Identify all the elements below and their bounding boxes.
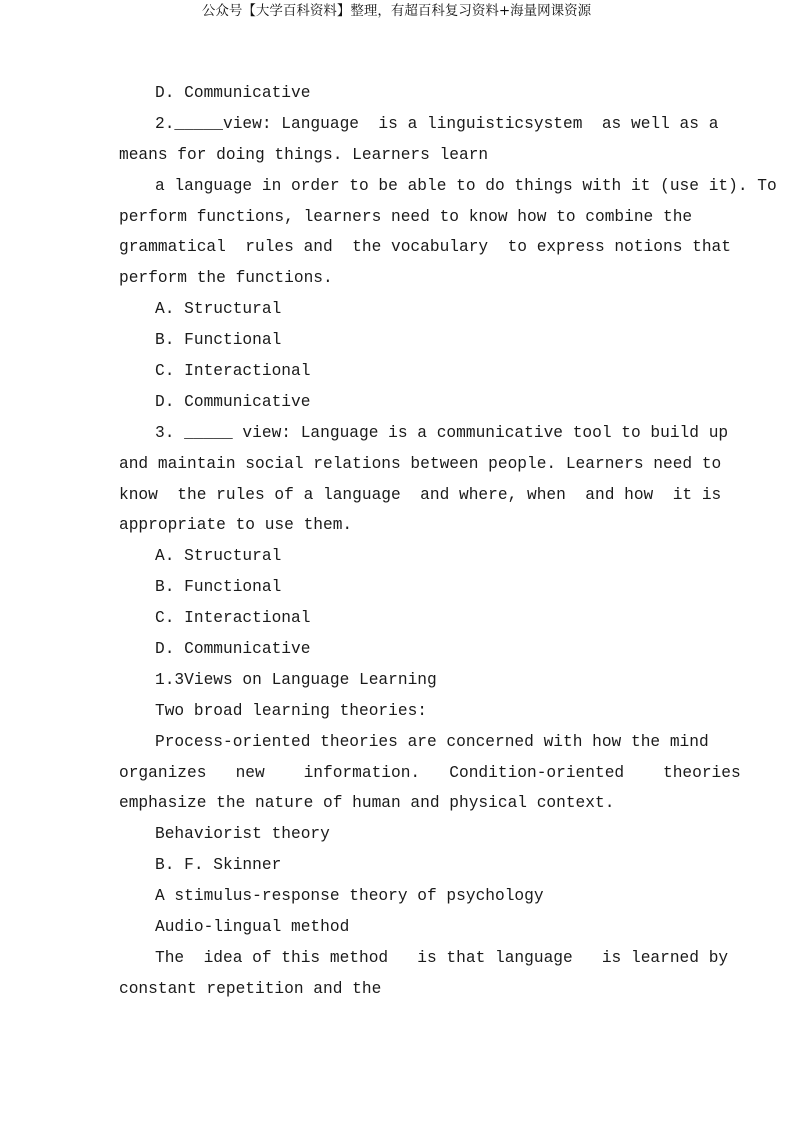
text-line: A stimulus-response theory of psychology xyxy=(155,887,544,906)
text-line: perform the functions. xyxy=(119,269,333,288)
text-line: perform functions, learners need to know how to combine the xyxy=(119,207,693,226)
text-line: Behaviorist theory xyxy=(155,825,330,844)
text-line: constant repetition and the xyxy=(119,979,382,998)
section-heading: 1.3Views on Language Learning xyxy=(155,670,437,689)
text-line: D. Communicative xyxy=(155,84,311,102)
text-line: The idea of this method is that language is learned by xyxy=(155,948,729,967)
text-line: emphasize the nature of human and physical context. xyxy=(119,794,615,813)
text-line: B. Functional xyxy=(155,331,282,350)
text-line: grammatical rules and the vocabulary to express notions that xyxy=(119,238,731,257)
text-line: Process-oriented theories are concerned with how the mind xyxy=(155,732,709,751)
text-line: organizes new information. Condition-oriented theories xyxy=(119,763,741,782)
text-line: 2._____view: Language is a linguisticsystem as well as a xyxy=(155,114,719,133)
text-line: 3. _____ view: Language is a communicative tool to build up xyxy=(155,423,729,442)
document-body xyxy=(119,78,777,1005)
text-line: C. Interactional xyxy=(155,362,311,381)
text-line: A. Structural xyxy=(155,300,282,319)
text-line: C. Interactional xyxy=(155,609,311,628)
text-line: D. Communicative xyxy=(155,392,311,411)
page-header: 公众号【大学百科资料】整理，有超百科复习资料+海量网课资源 xyxy=(201,3,592,19)
text-line: Two broad learning theories: xyxy=(155,701,427,720)
text-line: appropriate to use them. xyxy=(119,516,353,535)
text-line: B. Functional xyxy=(155,578,282,597)
text-line: B. F. Skinner xyxy=(155,856,282,875)
text-line: a language in order to be able to do things with it (use it). To xyxy=(155,176,777,195)
text-line: D. Communicative xyxy=(155,640,311,659)
text-line: and maintain social relations between people. Learners need to xyxy=(119,454,722,473)
text-line: means for doing things. Learners learn xyxy=(119,145,489,164)
text-line: A. Structural xyxy=(155,547,282,566)
text-line: know the rules of a language and where, when and how it is xyxy=(119,485,722,504)
text-line: Audio-lingual method xyxy=(155,918,350,937)
